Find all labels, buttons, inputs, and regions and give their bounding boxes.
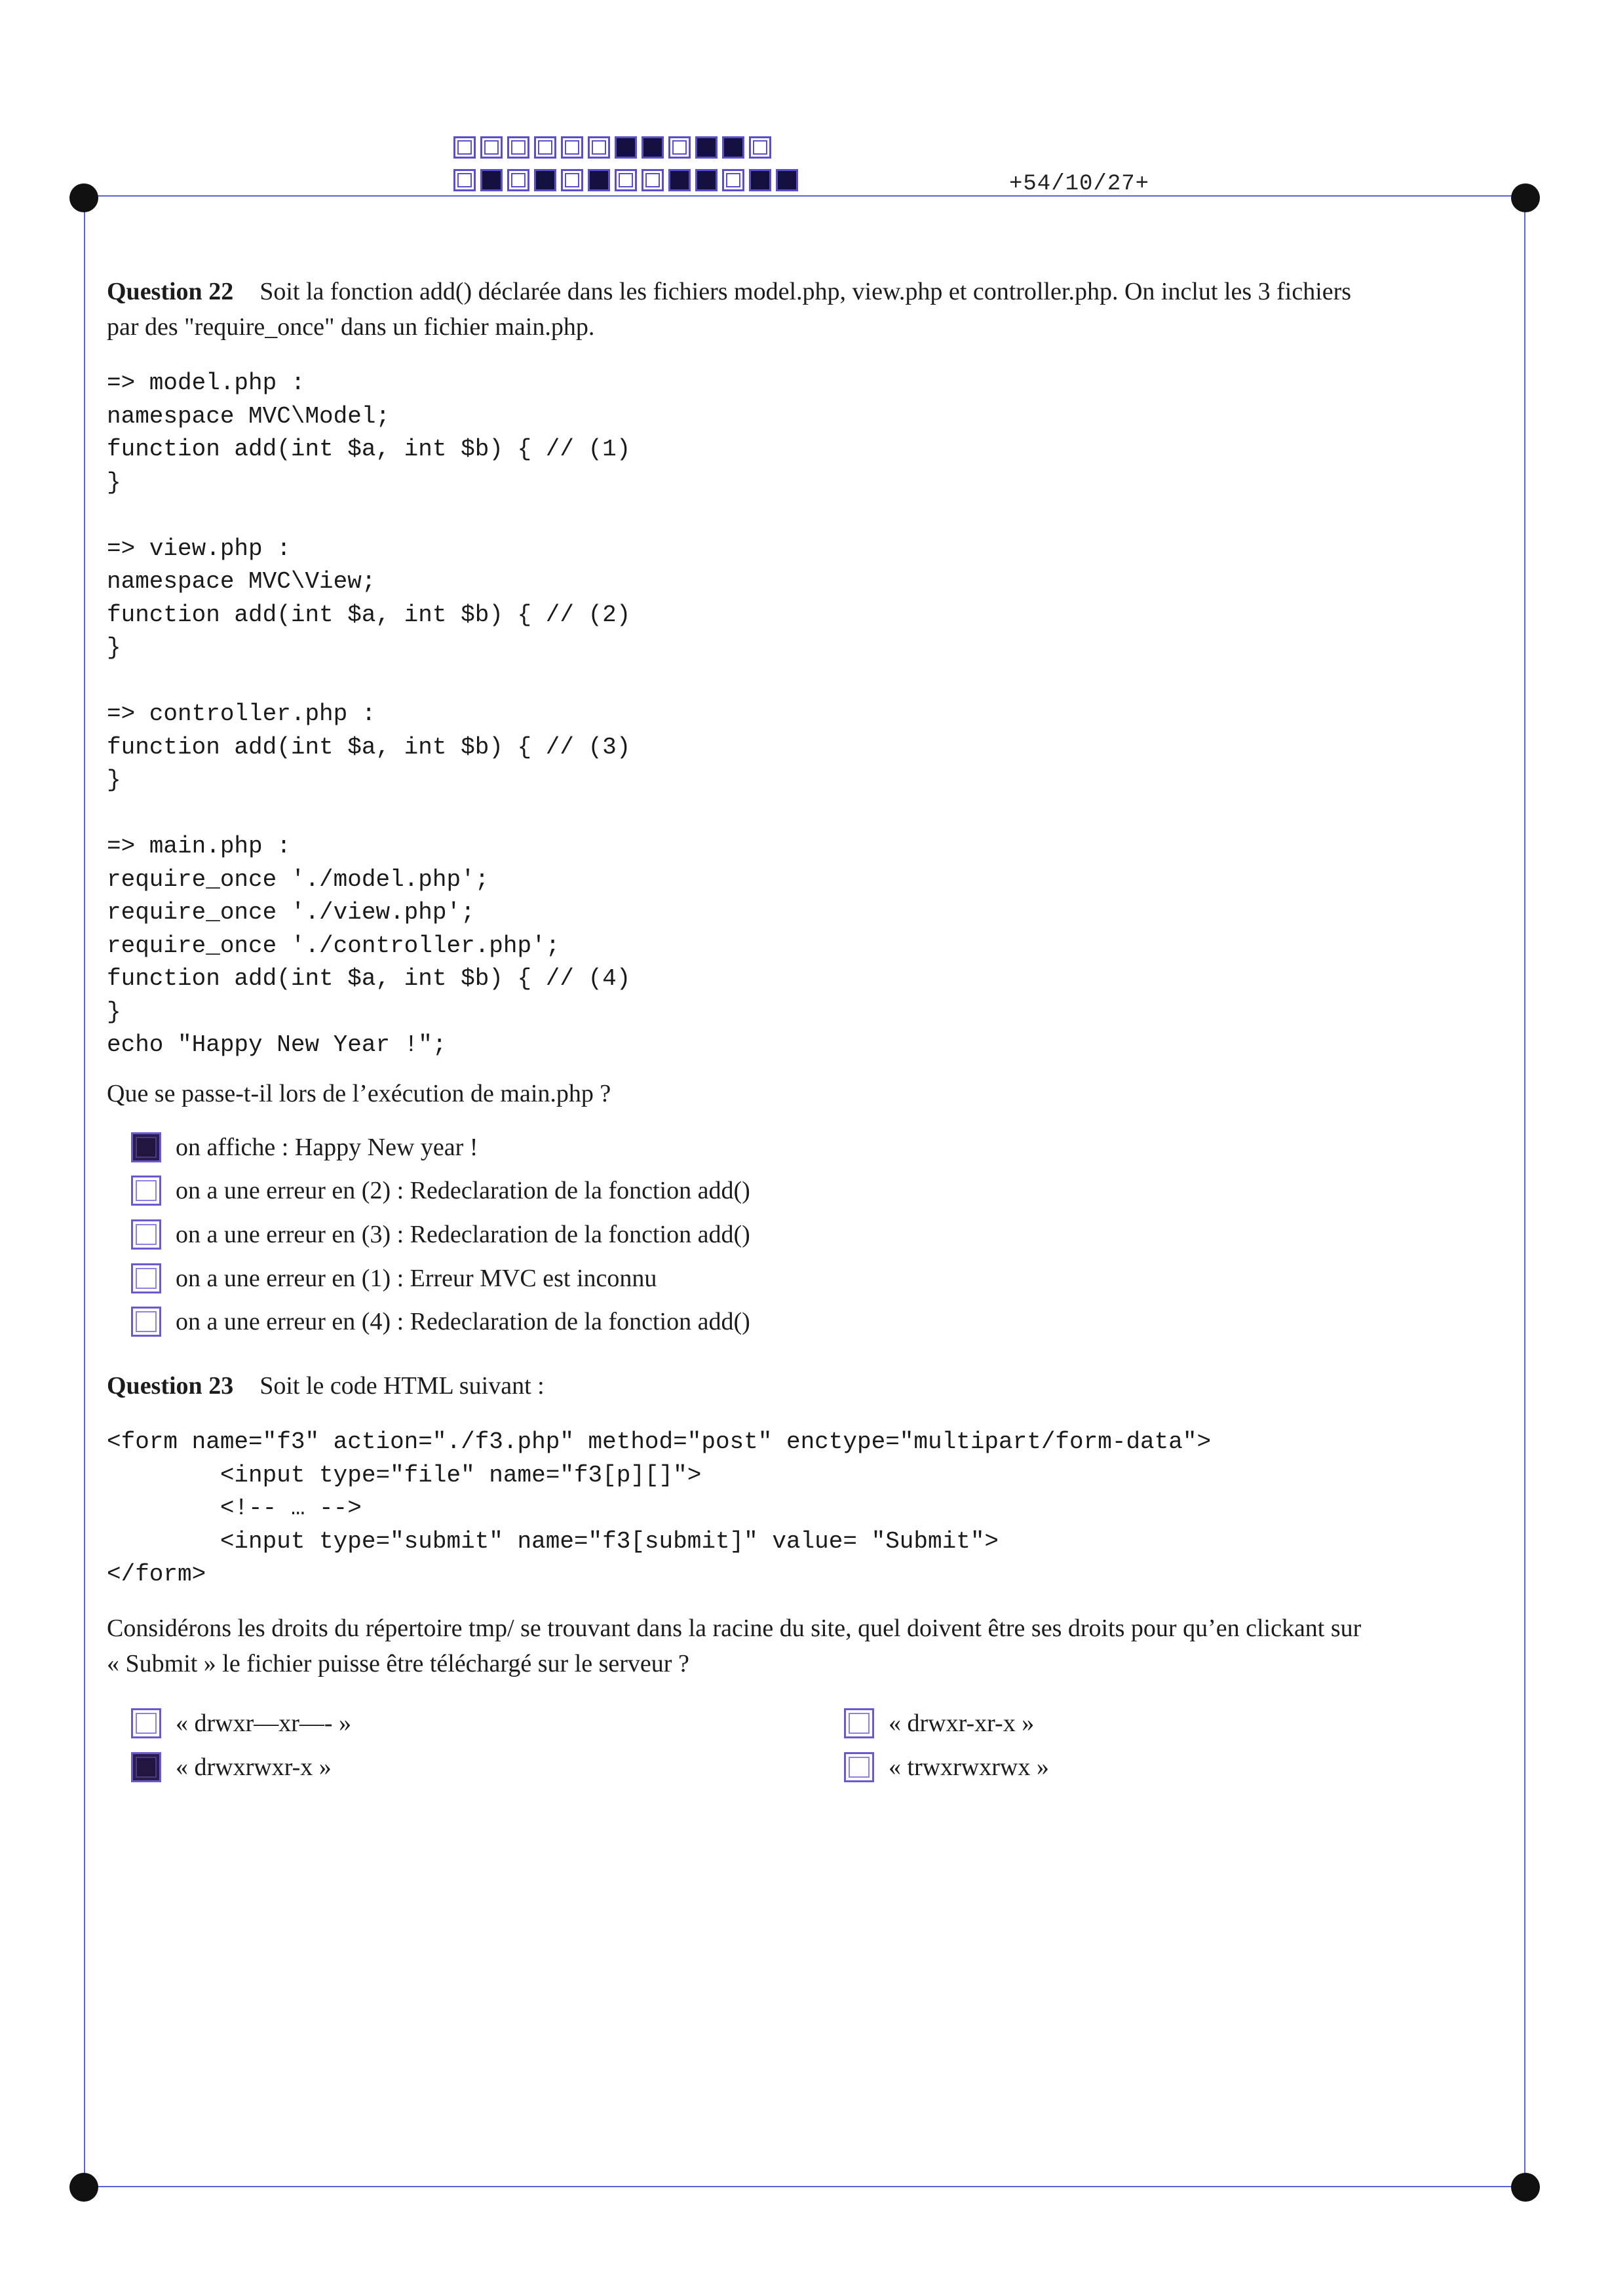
registration-mark-bottom-right xyxy=(1511,2173,1540,2202)
barcode-cell xyxy=(642,169,664,191)
answer-checkbox[interactable] xyxy=(844,1752,874,1782)
barcode-cell xyxy=(507,136,529,159)
answer-checkbox[interactable] xyxy=(131,1219,161,1250)
barcode-cell xyxy=(722,136,744,159)
barcode-cell xyxy=(480,136,503,159)
question-22-text-line2: par des "require_once" dans un fichier main.php. xyxy=(107,313,595,341)
question-22-choice[interactable] xyxy=(131,1304,750,1339)
barcode-cell xyxy=(453,136,476,159)
registration-mark-top-right xyxy=(1511,183,1540,212)
choice-label: on a une erreur en (4) : Redeclaration de la fonction add() xyxy=(176,1308,750,1335)
barcode-cell xyxy=(561,136,583,159)
question-22-choice[interactable] xyxy=(131,1261,657,1296)
barcode-row-2 xyxy=(453,169,803,191)
answer-checkbox[interactable] xyxy=(131,1752,161,1782)
choice-label: on a une erreur en (1) : Erreur MVC est inconnu xyxy=(176,1265,657,1292)
barcode-cell xyxy=(588,136,610,159)
barcode-cell xyxy=(480,169,503,191)
question-22-intro xyxy=(107,274,1509,309)
choice-label: « drwxr—xr—- » xyxy=(176,1710,352,1737)
barcode-cell xyxy=(615,136,637,159)
question-23-prompt-line1: Considérons les droits du répertoire tmp/ se trouvant dans la racine du site, quel doivent être ses droits pour qu’en clickant sur xyxy=(107,1615,1362,1642)
choice-label: on a une erreur en (3) : Redeclaration de la fonction add() xyxy=(176,1221,750,1248)
answer-checkbox[interactable] xyxy=(131,1176,161,1206)
question-23-intro xyxy=(107,1368,1509,1404)
question-22-label: Question 22 xyxy=(107,278,234,305)
question-23-prompt-line2: « Submit » le fichier puisse être téléchargé sur le serveur ? xyxy=(107,1650,689,1677)
barcode-cell xyxy=(588,169,610,191)
barcode-cell xyxy=(534,169,556,191)
barcode-cell xyxy=(507,169,529,191)
barcode-cell xyxy=(615,169,637,191)
registration-mark-bottom-left xyxy=(69,2173,98,2202)
barcode-cell xyxy=(695,136,718,159)
question-22-text-line1: Soit la fonction add() déclarée dans les fichiers model.php, view.php et controller.php. On inclut les 3 fichiers xyxy=(259,278,1352,305)
choice-label: on affiche : Happy New year ! xyxy=(176,1134,478,1161)
answer-checkbox[interactable] xyxy=(131,1708,161,1738)
question-22-prompt: Que se passe-t-il lors de l’exécution de main.php ? xyxy=(107,1080,611,1107)
choice-label: on a une erreur en (2) : Redeclaration de la fonction add() xyxy=(176,1177,750,1204)
question-23-choice[interactable] xyxy=(131,1706,351,1741)
barcode-cell xyxy=(749,136,771,159)
question-23-choice[interactable] xyxy=(131,1750,332,1785)
choice-label: « drwxr-xr-x » xyxy=(889,1710,1035,1737)
answer-checkbox[interactable] xyxy=(131,1307,161,1337)
barcode-row-1 xyxy=(453,136,776,159)
barcode-cell xyxy=(642,136,664,159)
barcode-cell xyxy=(453,169,476,191)
choice-label: « drwxrwxr-x » xyxy=(176,1753,332,1781)
page-id: +54/10/27+ xyxy=(1009,172,1150,197)
barcode-cell xyxy=(776,169,798,191)
choice-label: « trwxrwxrwx » xyxy=(889,1753,1049,1781)
question-23-text: Soit le code HTML suivant : xyxy=(259,1372,545,1400)
question-23-code: <form name="f3" action="./f3.php" method="post" enctype="multipart/form-data"> <input type="file" name="f3[p][]"> <!-- … --> <input type="submit" name="f3[submit]" value= "Submit"> </form> xyxy=(107,1428,1212,1588)
answer-checkbox[interactable] xyxy=(131,1263,161,1293)
barcode-cell xyxy=(668,136,691,159)
barcode-cell xyxy=(534,136,556,159)
answer-checkbox[interactable] xyxy=(844,1708,874,1738)
question-22-choice[interactable] xyxy=(131,1217,750,1252)
barcode-cell xyxy=(561,169,583,191)
barcode-cell xyxy=(695,169,718,191)
registration-mark-top-left xyxy=(69,183,98,212)
question-23-choice[interactable] xyxy=(844,1750,1049,1785)
barcode-cell xyxy=(668,169,691,191)
question-23-choice[interactable] xyxy=(844,1706,1034,1741)
question-22-code: => model.php : namespace MVC\Model; function add(int $a, int $b) { // (1) } => view.php : namespace MVC\View; function add(int $a, int $b) { // (2) } => controller.php : function add(int $a, int $b) { // (3) } => main.php : require_once './model.php'; require_once './view.php'; require_once './controller.php'; function add(int $a, int $b) { // (4) } echo "Happy New Year !"; xyxy=(107,370,631,1058)
barcode-cell xyxy=(722,169,744,191)
question-22-choice[interactable] xyxy=(131,1173,750,1208)
barcode-cell xyxy=(749,169,771,191)
question-23-label: Question 23 xyxy=(107,1372,234,1400)
question-22-choice[interactable] xyxy=(131,1130,478,1165)
answer-checkbox[interactable] xyxy=(131,1132,161,1162)
